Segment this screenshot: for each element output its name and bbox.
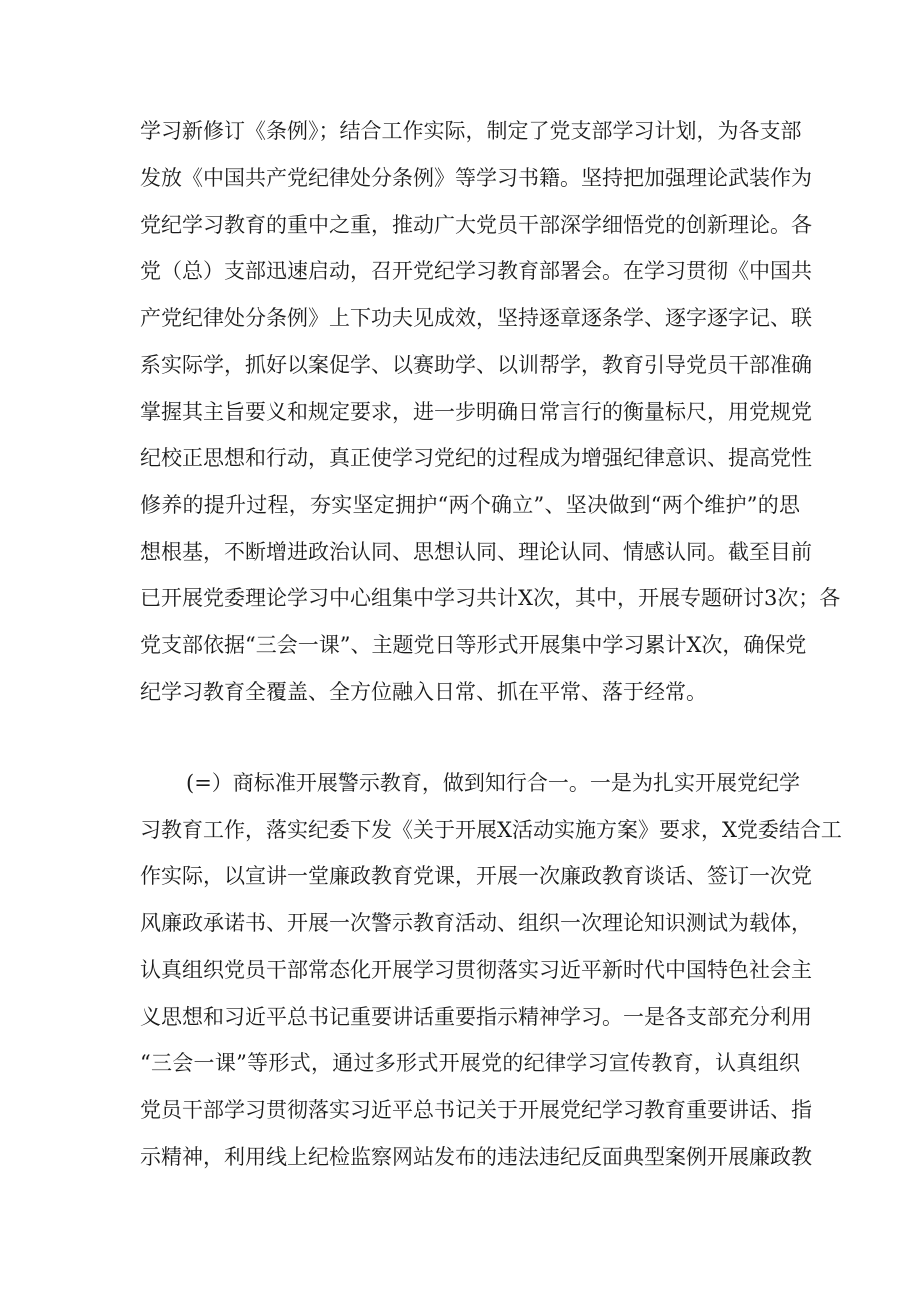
text-line: 党（总）支部迅速启动，召开党纪学习教育部署会。在学习贯彻《中国共 [140, 259, 812, 283]
text-line: 党员干部学习贯彻落实习近平总书记关于开展党纪学习教育重要讲话、指 [140, 1098, 812, 1122]
text-line: 学习新修订《条例》；结合工作实际，制定了党支部学习计划，为各支部 [140, 119, 802, 143]
text-line: 党支部依据“三会一课”、主题党日等形式开展集中学习累计X次，确保党 [140, 633, 807, 657]
text-line: 修养的提升过程，夯实坚定拥护“两个确立”、坚决做到“两个维护”的思 [140, 493, 800, 517]
text-line: 示精神，利用线上纪检监察网站发布的违法违纪反面典型案例开展廉政教 [140, 1145, 812, 1169]
text-line: 想根基，不断增进政治认同、思想认同、理论认同、情感认同。截至目前 [140, 540, 812, 564]
text-line: (=）商标准开展警示教育，做到知行合一。一是为扎实开展党纪学 [186, 771, 800, 795]
text-line: 党纪学习教育的重中之重，推动广大党员干部深学细悟党的创新理论。各 [140, 213, 812, 237]
text-line: 已开展党委理论学习中心组集中学习共计X次，其中，开展专题研讨3次；各 [140, 586, 841, 610]
text-line: 习教育工作，落实纪委下发《关于开展X活动实施方案》要求，X党委结合工 [140, 818, 842, 842]
text-line: 掌握其主旨要义和规定要求，进一步明确日常言行的衡量标尺，用党规党 [140, 400, 812, 424]
text-line: 义思想和习近平总书记重要讲话重要指示精神学习。一是各支部充分利用 [140, 1005, 812, 1029]
text-line: 作实际，以宣讲一堂廉政教育党课，开展一次廉政教育谈话、签订一次党 [140, 864, 812, 888]
text-line: “三会一课”等形式，通过多形式开展党的纪律学习宣传教育，认真组织 [140, 1051, 800, 1075]
text-line: 发放《中国共产党纪律处分条例》等学习书籍。坚持把加强理论武装作为 [140, 166, 812, 190]
text-line: 系实际学，抓好以案促学、以赛助学、以训帮学，教育引导党员干部准确 [140, 353, 812, 377]
text-line: 产党纪律处分条例》上下功夫见成效，坚持逐章逐条学、逐字逐字记、联 [140, 306, 812, 330]
text-line: 纪校正思想和行动，真正使学习党纪的过程成为增强纪律意识、提高党性 [140, 446, 812, 470]
text-line: 纪学习教育全覆盖、全方位融入日常、抓在平常、落于经常。 [140, 680, 707, 704]
text-line: 风廉政承诺书、开展一次警示教育活动、组织一次理论知识测试为载体， [140, 911, 812, 935]
text-line: 认真组织党员干部常态化开展学习贯彻落实习近平新时代中国特色社会主 [140, 958, 812, 982]
